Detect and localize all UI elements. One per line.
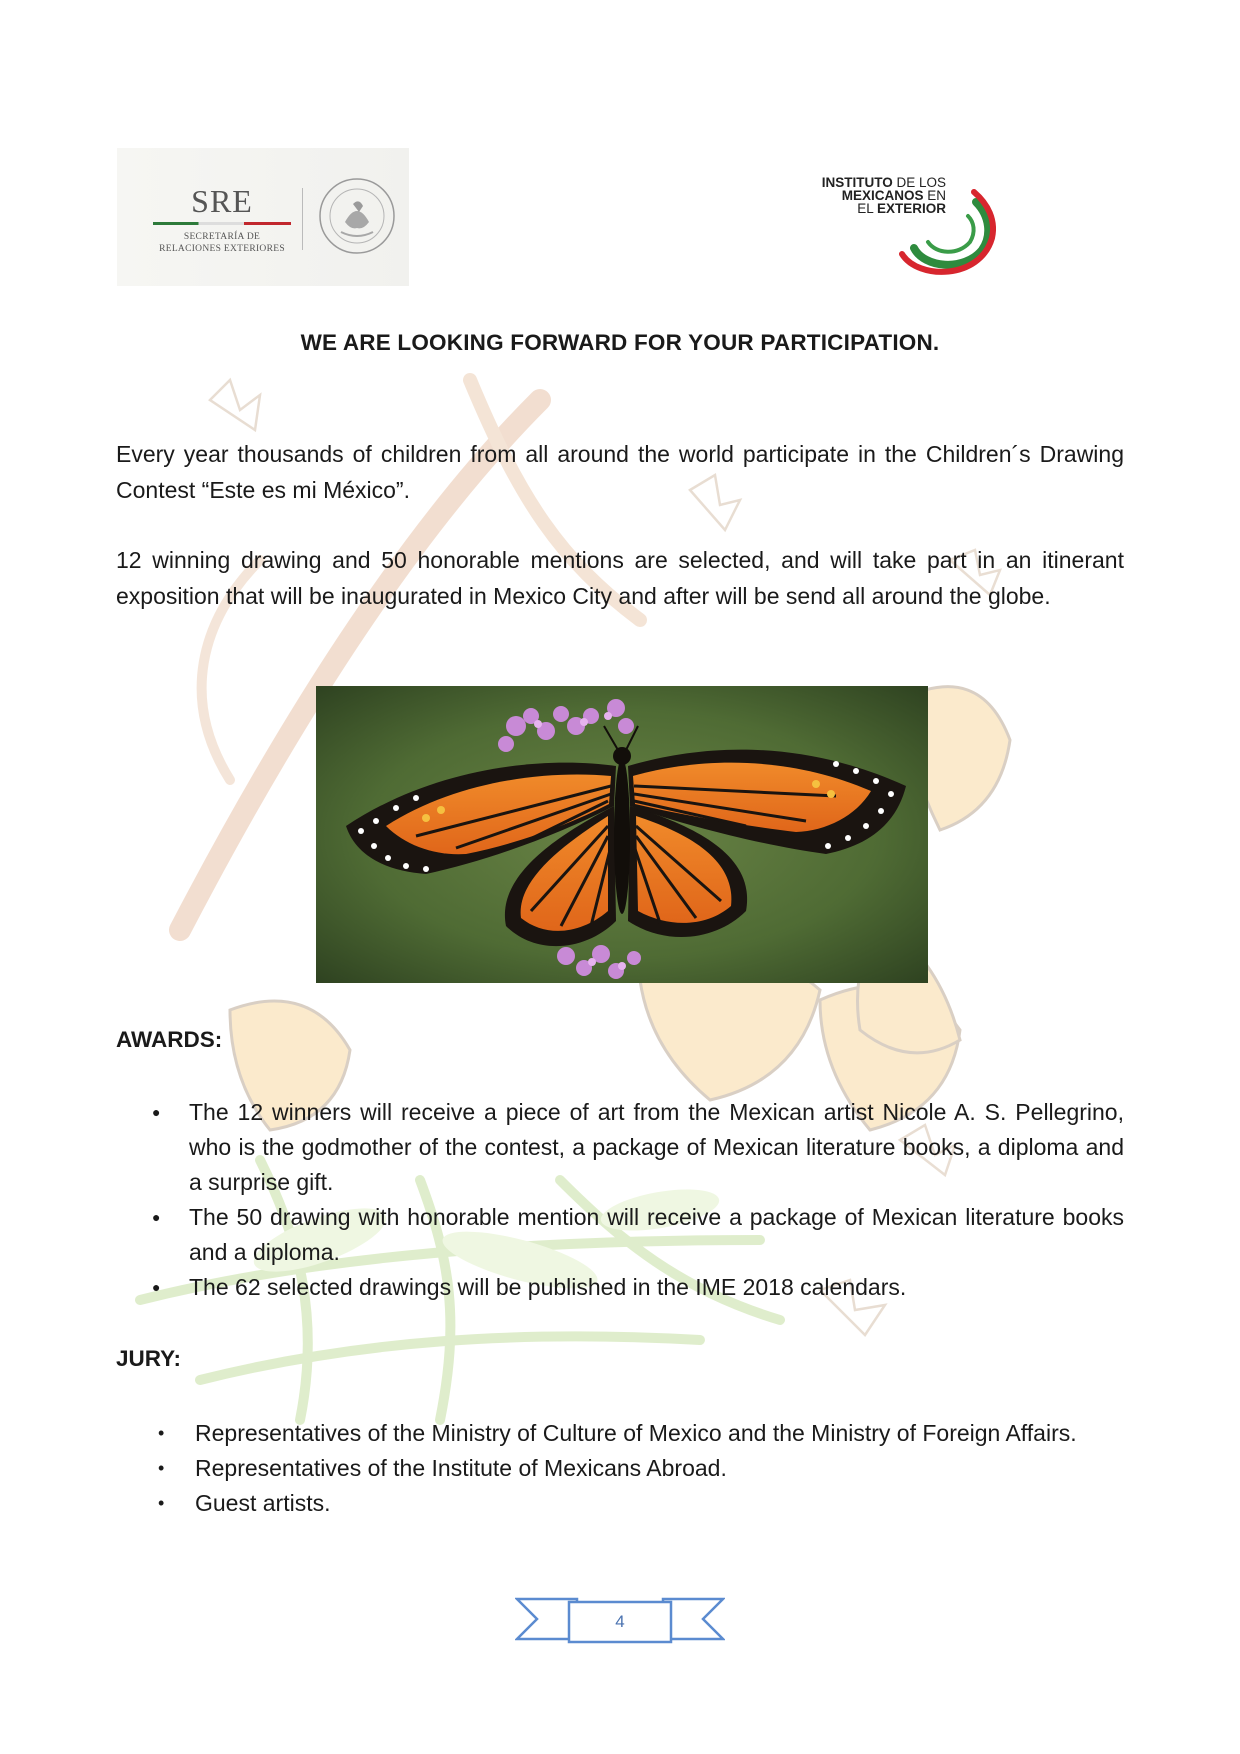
ime-logo [784, 172, 998, 278]
ime-line1-bold: INSTITUTO [821, 175, 893, 190]
sre-logo [117, 148, 409, 286]
list-item: ● The 50 drawing with honorable mention will receive a package of Mexican literature books and a diploma. [116, 1200, 1124, 1270]
mexican-coat-of-arms-seal-icon [317, 176, 397, 256]
page-number: 4 [615, 1612, 625, 1631]
intro-paragraph: Every year thousands of children from all around the world participate in the Children´s Drawing Contest “Este es mi México”. [116, 441, 1124, 503]
list-item: • Representatives of the Institute of Mexicans Abroad. [116, 1451, 1124, 1486]
list-item: ● The 12 winners will receive a piece of art from the Mexican artist Nicole A. S. Pellegrino, who is the godmother of the contest, a package of Mexican literature books, a diploma and a surprise gift. [116, 1095, 1124, 1200]
ime-line3-rest: EL [857, 201, 877, 216]
ime-line1-rest: DE LOS [892, 175, 946, 190]
awards-title: AWARDS: [116, 1027, 223, 1052]
jury-list [116, 1416, 1124, 1521]
ime-swoosh-icon [884, 176, 996, 278]
list-item: • Representatives of the Ministry of Culture of Mexico and the Ministry of Foreign Affairs. [116, 1416, 1124, 1451]
sre-name-line2: RELACIONES EXTERIORES [159, 244, 285, 254]
monarch-butterfly-photo [316, 686, 928, 983]
list-item: ● The 62 selected drawings will be published in the IME 2018 calendars. [116, 1270, 1124, 1305]
ime-line2-bold: MEXICANOS [841, 188, 924, 203]
page-heading: WE ARE LOOKING FORWARD FOR YOUR PARTICIPATION. [300, 330, 940, 355]
jury-title: JURY: [116, 1346, 182, 1371]
ime-line3-bold: EXTERIOR [876, 201, 946, 216]
ime-line2-rest: EN [923, 188, 946, 203]
awards-list [116, 1095, 1124, 1305]
list-item: • Guest artists. [116, 1486, 1124, 1521]
winners-paragraph: 12 winning drawing and 50 honorable mentions are selected, and will take part in an itinerant exposition that will be inaugurated in Mexico City and after will be send all around the globe. [116, 547, 1124, 609]
sre-abbreviation: SRE [191, 183, 253, 219]
sre-name-line1: SECRETARÍA DE [183, 232, 261, 242]
